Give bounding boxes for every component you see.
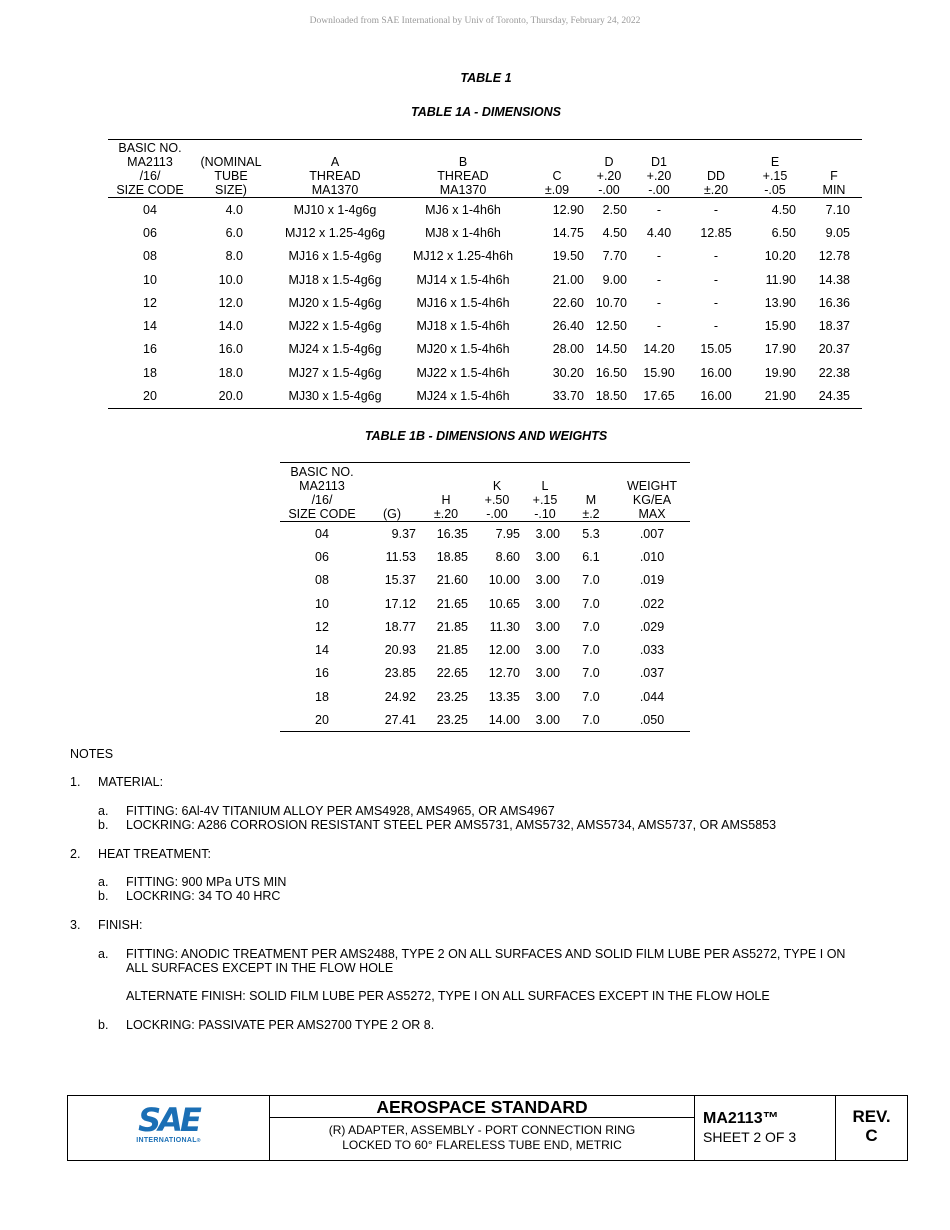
cell-size-code: 12 [143,295,157,310]
cell-dim-dd: - [713,295,719,310]
cell-thread-a: MJ30 x 1.5-4g6g [288,389,382,404]
cell-dim-d1: 17.65 [643,389,675,404]
cell-dim-f: 20.37 [818,342,850,357]
cell-size-code: 20 [143,389,157,404]
document-title-line: LOCKED TO 60° FLARELESS TUBE END, METRIC [342,1138,622,1152]
cell-dim-h: 16.35 [436,526,468,541]
cell-dim-f: 16.36 [818,295,850,310]
header-line: ±.2 [582,507,600,521]
header-line: THREAD [309,169,361,183]
cell-dim-e: 11.90 [765,272,796,287]
cell-dim-e: 15.90 [764,319,796,334]
sae-logo-sub: INTERNATIONAL [136,1137,197,1144]
cell-weight: .019 [639,573,665,588]
cell-dim-k: 11.30 [489,619,520,634]
header-line: MA2113 [127,155,173,169]
cell-dim-m: 6.1 [582,549,600,564]
cell-thread-a: MJ12 x 1.25-4g6g [284,225,386,240]
cell-dim-d: 14.50 [595,342,627,357]
cell-dim-h: 21.65 [436,596,468,611]
note-number: 2. [70,847,81,861]
cell-size-code: 08 [143,249,157,264]
cell-dim-d: 10.70 [595,295,627,310]
cell-weight: .010 [639,549,665,564]
cell-thread-b: MJ12 x 1.25-4h6h [412,249,514,264]
cell-dim-f: 7.10 [825,202,850,217]
header-line: H [441,493,451,507]
cell-thread-b: MJ22 x 1.5-4h6h [416,365,510,380]
cell-nominal-tube-size: 12.0 [218,295,243,310]
sae-logo [68,1101,269,1144]
header-line: SIZE CODE [288,507,356,521]
header-line: -.00 [648,183,670,197]
document-title [270,1123,694,1153]
cell-dim-m: 7.0 [582,573,600,588]
header-line: +.15 [762,169,788,183]
cell-dim-d: 7.70 [602,249,627,264]
cell-thread-a: MJ27 x 1.5-4g6g [288,365,382,380]
cell-dim-h: 21.85 [436,643,468,658]
cell-weight: .044 [639,689,665,704]
title-cell [270,1096,695,1160]
cell-nominal-tube-size: 4.0 [225,202,243,217]
cell-thread-a: MJ16 x 1.5-4g6g [288,249,382,264]
cell-dim-l: 3.00 [535,596,560,611]
header-line: WEIGHT [627,479,677,493]
header-line: ±.20 [433,507,459,521]
cell-dim-e: 17.90 [764,342,796,357]
table-1a-title: TABLE 1A - DIMENSIONS [410,105,561,119]
cell-weight: .037 [639,666,665,681]
revision-cell [836,1096,907,1160]
header-line: C [552,169,562,183]
cell-weight: .050 [639,713,665,728]
note-number: 1. [70,775,81,789]
header-line: MIN [822,183,846,197]
cell-thread-a: MJ22 x 1.5-4g6g [288,319,382,334]
header-line: /16/ [139,169,161,183]
notes-heading: NOTES [70,747,114,761]
cell-dim-f: 18.37 [818,319,850,334]
cell-size-code: 16 [143,342,157,357]
cell-dim-l: 3.00 [535,619,560,634]
cell-dim-m: 5.3 [582,526,600,541]
cell-dim-h: 21.85 [436,619,468,634]
cell-dim-m: 7.0 [582,689,600,704]
cell-size-code: 10 [315,596,329,611]
cell-dim-dd: 15.05 [700,342,732,357]
cell-dim-g: 9.37 [391,526,416,541]
cell-dim-k: 8.60 [495,549,520,564]
cell-dim-c: 21.00 [552,272,584,287]
cell-dim-k: 10.65 [488,596,520,611]
cell-dim-d1: 14.20 [643,342,675,357]
cell-dim-h: 23.25 [436,689,468,704]
header-line: DD [706,169,726,183]
cell-thread-b: MJ20 x 1.5-4h6h [416,342,510,357]
cell-weight: .029 [639,619,665,634]
cell-size-code: 14 [143,319,157,334]
cell-dim-d: 16.50 [595,365,627,380]
cell-dim-e: 21.90 [764,389,796,404]
title-block [67,1095,908,1161]
header-line: M [585,493,597,507]
cell-nominal-tube-size: 6.0 [225,225,243,240]
header-line: TUBE [214,169,248,183]
note-heat-fitting: FITTING: 900 MPa UTS MIN [126,875,287,889]
sheet-number: SHEET 2 OF 3 [703,1129,797,1145]
header-line: L [541,479,549,493]
cell-dim-d: 9.00 [602,272,627,287]
cell-size-code: 16 [315,666,329,681]
cell-nominal-tube-size: 20.0 [218,389,243,404]
logo-cell [68,1096,270,1160]
cell-thread-a: MJ18 x 1.5-4g6g [288,272,382,287]
cell-dim-k: 12.00 [488,643,520,658]
cell-dim-l: 3.00 [535,643,560,658]
cell-dim-l: 3.00 [535,526,560,541]
header-line: -.00 [598,183,620,197]
cell-size-code: 14 [315,643,329,658]
cell-dim-e: 4.50 [771,202,796,217]
note-material-lockring: LOCKRING: A286 CORROSION RESISTANT STEEL PER AMS5731, AMS5732, AMS5734, AMS5737, OR AMS5853 [126,818,777,832]
header-line: ±.09 [544,183,570,197]
cell-dim-l: 3.00 [535,689,560,704]
cell-thread-b: MJ8 x 1-4h6h [425,225,501,240]
note-number: 3. [70,918,81,932]
revision-value: C [865,1126,878,1145]
cell-thread-a: MJ20 x 1.5-4g6g [288,295,382,310]
cell-dim-c: 33.70 [552,389,584,404]
registered-mark: ® [196,1138,201,1144]
header-line: SIZE) [215,183,247,197]
header-line: -.00 [486,507,508,521]
note-item-mark: a. [98,804,109,818]
cell-size-code: 04 [315,526,329,541]
cell-dim-m: 7.0 [582,619,600,634]
cell-dim-k: 10.00 [488,573,520,588]
cell-size-code: 12 [315,619,329,634]
cell-dim-l: 3.00 [535,713,560,728]
cell-dim-f: 24.35 [818,389,850,404]
cell-dim-e: 13.90 [764,295,796,310]
cell-dim-e: 19.90 [764,365,796,380]
cell-dim-d1: - [656,295,662,310]
header-line: MA1370 [311,183,359,197]
cell-dim-h: 21.60 [436,573,468,588]
cell-size-code: 08 [315,573,329,588]
header-line: +.20 [646,169,672,183]
cell-dim-c: 30.20 [552,365,584,380]
cell-size-code: 04 [143,202,157,217]
cell-dim-e: 10.20 [764,249,796,264]
cell-dim-d1: - [656,272,662,287]
header-line: ±.20 [703,183,729,197]
cell-dim-h: 23.25 [436,713,468,728]
note-finish-fitting-line2: ALL SURFACES EXCEPT IN THE FLOW HOLE [126,961,394,975]
cell-dim-c: 22.60 [552,295,584,310]
standard-heading: AEROSPACE STANDARD [270,1096,694,1118]
cell-dim-c: 28.00 [552,342,584,357]
header-line: E [770,155,780,169]
cell-weight: .033 [639,643,665,658]
cell-dim-m: 7.0 [582,596,600,611]
header-line: MAX [638,507,666,521]
document-title-line: (R) ADAPTER, ASSEMBLY - PORT CONNECTION RING [328,1123,636,1137]
header-line: THREAD [437,169,489,183]
header-line: +.50 [484,493,510,507]
cell-thread-a: MJ24 x 1.5-4g6g [288,342,382,357]
header-line: A [330,155,340,169]
header-line: (G) [382,507,402,521]
note-alternate-finish: ALTERNATE FINISH: SOLID FILM LUBE PER AS5272, TYPE I ON ALL SURFACES EXCEPT IN THE FLOW HOLE [126,989,770,1003]
header-line: KG/EA [632,493,672,507]
revision [836,1107,907,1145]
note-finish-label: FINISH: [98,918,143,932]
cell-dim-g: 17.12 [384,596,416,611]
cell-dim-m: 7.0 [582,713,600,728]
cell-dim-d: 4.50 [602,225,627,240]
header-line: /16/ [311,493,333,507]
cell-dim-f: 14.38 [818,272,850,287]
cell-size-code: 18 [143,365,157,380]
sae-logo-wordmark [68,1137,269,1144]
cell-dim-l: 3.00 [535,666,560,681]
header-line: BASIC NO. [290,465,354,479]
cell-dim-e: 6.50 [771,225,796,240]
note-item-mark: b. [98,818,109,832]
note-item-mark: b. [98,889,109,903]
cell-dim-dd: - [713,272,719,287]
revision-label: REV. [852,1107,891,1126]
cell-thread-b: MJ14 x 1.5-4h6h [416,272,510,287]
header-line: K [492,479,502,493]
table-1b-title: TABLE 1B - DIMENSIONS AND WEIGHTS [364,429,608,443]
note-item-mark: a. [98,875,109,889]
header-line: +.15 [532,493,558,507]
cell-dim-f: 9.05 [825,225,850,240]
cell-dim-d1: - [656,319,662,334]
header-line: MA1370 [439,183,487,197]
cell-dim-dd: - [713,202,719,217]
cell-dim-k: 12.70 [488,666,520,681]
cell-dim-d1: 15.90 [643,365,675,380]
cell-dim-d: 12.50 [595,319,627,334]
cell-dim-c: 12.90 [552,202,584,217]
cell-dim-k: 7.95 [495,526,520,541]
cell-thread-b: MJ16 x 1.5-4h6h [416,295,510,310]
cell-size-code: 10 [143,272,157,287]
header-line: B [458,155,468,169]
document-number: MA2113™ [703,1110,779,1127]
table-title: TABLE 1 [460,71,512,85]
cell-dim-f: 12.78 [818,249,850,264]
cell-dim-c: 14.75 [552,225,584,240]
cell-dim-c: 19.50 [552,249,584,264]
cell-dim-dd: 16.00 [700,365,732,380]
cell-dim-dd: - [713,319,719,334]
note-finish-fitting-line1: FITTING: ANODIC TREATMENT PER AMS2488, TYPE 2 ON ALL SURFACES AND SOLID FILM LUBE PER AS5272, TYPE I ON [126,947,846,961]
cell-dim-l: 3.00 [535,573,560,588]
cell-dim-dd: - [713,249,719,264]
note-material-label: MATERIAL: [98,775,164,789]
cell-dim-h: 22.65 [436,666,468,681]
download-watermark: Downloaded from SAE International by Univ of Toronto, Thursday, February 24, 2022 [309,16,641,26]
header-line: BASIC NO. [118,141,182,155]
header-line: F [830,169,838,183]
cell-size-code: 20 [315,713,329,728]
cell-dim-f: 22.38 [818,365,850,380]
cell-thread-b: MJ6 x 1-4h6h [425,202,501,217]
cell-dim-g: 11.53 [385,549,416,564]
cell-weight: .022 [639,596,665,611]
cell-dim-c: 26.40 [552,319,584,334]
cell-nominal-tube-size: 14.0 [218,319,243,334]
header-line: -.10 [534,507,556,521]
cell-thread-b: MJ18 x 1.5-4h6h [416,319,510,334]
note-finish-lockring: LOCKRING: PASSIVATE PER AMS2700 TYPE 2 OR 8. [126,1018,435,1032]
header-line: SIZE CODE [116,183,184,197]
cell-size-code: 18 [315,689,329,704]
cell-dim-d: 2.50 [602,202,627,217]
cell-dim-g: 24.92 [384,689,416,704]
cell-dim-k: 14.00 [488,713,520,728]
cell-dim-dd: 16.00 [700,389,732,404]
cell-dim-d1: 4.40 [646,225,672,240]
sae-logo-mark: SAE [138,1101,199,1139]
cell-size-code: 06 [143,225,157,240]
cell-dim-d1: - [656,249,662,264]
cell-nominal-tube-size: 16.0 [218,342,243,357]
cell-thread-b: MJ24 x 1.5-4h6h [416,389,510,404]
cell-dim-g: 15.37 [384,573,416,588]
note-heat-lockring: LOCKRING: 34 TO 40 HRC [126,889,281,903]
cell-dim-g: 20.93 [384,643,416,658]
header-line: D1 [651,155,667,169]
cell-dim-l: 3.00 [535,549,560,564]
cell-dim-g: 27.41 [384,713,416,728]
cell-dim-g: 23.85 [384,666,416,681]
cell-thread-a: MJ10 x 1-4g6g [293,202,377,217]
cell-dim-m: 7.0 [582,666,600,681]
header-line: MA2113 [299,479,345,493]
notes-section [70,0,950,1050]
cell-nominal-tube-size: 18.0 [218,365,243,380]
header-line: -.05 [764,183,786,197]
header-line: D [604,155,614,169]
cell-dim-k: 13.35 [488,689,520,704]
cell-nominal-tube-size: 10.0 [218,272,243,287]
cell-weight: .007 [639,526,665,541]
cell-dim-g: 18.77 [384,619,416,634]
note-item-mark: b. [98,1018,109,1032]
cell-nominal-tube-size: 8.0 [225,249,243,264]
note-item-mark: a. [98,947,109,961]
cell-dim-h: 18.85 [436,549,468,564]
cell-dim-d1: - [656,202,662,217]
cell-size-code: 06 [315,549,329,564]
header-line: (NOMINAL [200,155,262,169]
note-heat-treatment-label: HEAT TREATMENT: [98,847,211,861]
cell-dim-m: 7.0 [582,643,600,658]
doc-number-cell [695,1096,836,1160]
header-line: +.20 [596,169,622,183]
cell-dim-dd: 12.85 [700,225,732,240]
note-material-fitting: FITTING: 6Al-4V TITANIUM ALLOY PER AMS4928, AMS4965, OR AMS4967 [126,804,555,818]
cell-dim-d: 18.50 [595,389,627,404]
